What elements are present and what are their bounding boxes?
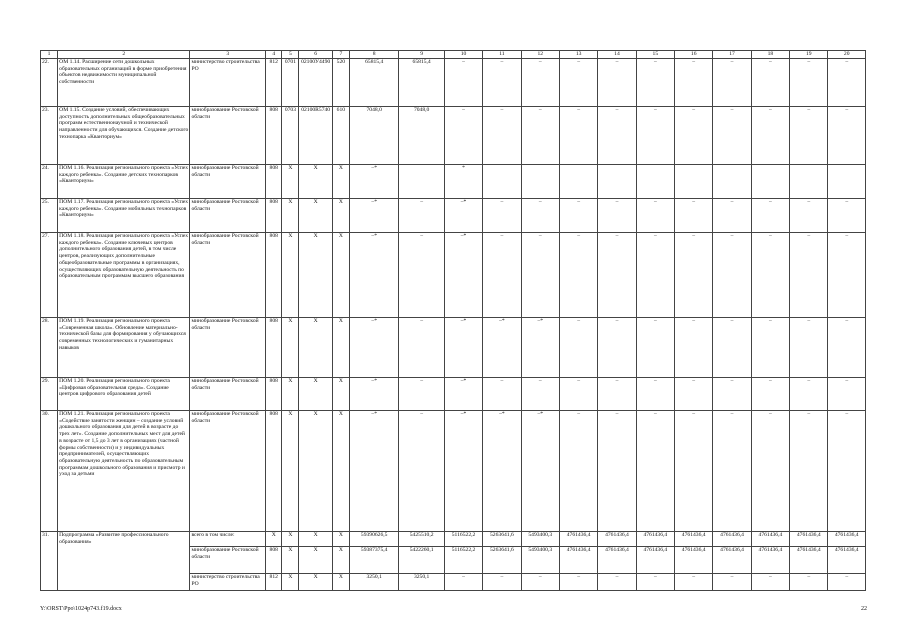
year-amount: – — [751, 318, 789, 378]
measure-name: ПОМ 1.21. Реализация регионального проекта «Содействие занятости женщин – создание условий дошкольного образования для детей в возрасте до трех лет». Создание дополнительных мест для детей в возрасте от 1,5 до 3 лет в организациях (частной формы собственности) и у индивидуальных предпринимателей, осуществляющих образовательную деятельность по образовательным программам дошкольного образования и присмотр и уход за детьми — [58, 411, 190, 532]
table-row — [41, 318, 866, 378]
total-amount: –* — [349, 318, 398, 378]
year-amount: – — [636, 318, 674, 378]
year-amount: – — [751, 59, 789, 107]
total-amount: –* — [349, 165, 398, 199]
budget-code: Х — [332, 199, 349, 233]
year-amount: – — [444, 574, 482, 591]
year-amount: – — [598, 233, 636, 318]
page-number: 22 — [861, 606, 867, 612]
column-number: 4 — [266, 51, 282, 59]
budget-code: Х — [282, 233, 299, 318]
year-amount: 5263641,6 — [483, 547, 521, 574]
budget-code: 812 — [266, 574, 282, 591]
year-amount: – — [790, 199, 828, 233]
row-number: 30. — [41, 411, 58, 532]
row-number: 28. — [41, 318, 58, 378]
year-amount: – — [751, 378, 789, 411]
budget-code: Х — [332, 165, 349, 199]
year-amount: –* — [444, 411, 482, 532]
year-amount: – — [828, 59, 866, 107]
year-amount: 7048,0 — [399, 107, 444, 165]
year-amount: – — [483, 574, 521, 591]
year-amount: – — [559, 233, 597, 318]
year-amount: 4761436,4 — [751, 532, 789, 547]
year-amount: – — [598, 378, 636, 411]
year-amount: 4761436,4 — [713, 532, 751, 547]
budget-code: Х — [282, 318, 299, 378]
year-amount: – — [559, 107, 597, 165]
budget-code: 0701 — [282, 59, 299, 107]
year-amount: – — [751, 574, 789, 591]
year-amount — [559, 165, 597, 199]
measure-name: ПОМ 1.20. Реализация регионального проекта «Цифровая образовательная среда». Создание центров цифрового образования детей — [58, 378, 190, 411]
total-amount: –* — [349, 411, 398, 532]
year-amount: – — [790, 107, 828, 165]
year-amount: 5425510,2 — [399, 532, 444, 547]
year-amount: – — [559, 199, 597, 233]
budget-code: Х — [332, 532, 349, 547]
year-amount: 4761436,4 — [636, 532, 674, 547]
row-number: 22. — [41, 59, 58, 107]
budget-code: Х — [282, 199, 299, 233]
executor: министерство строительства РО — [190, 59, 266, 107]
year-amount: – — [521, 199, 559, 233]
row-number: 23. — [41, 107, 58, 165]
year-amount: – — [483, 378, 521, 411]
budget-code: Х — [332, 233, 349, 318]
column-number: 17 — [713, 51, 751, 59]
year-amount — [399, 165, 444, 199]
footer-filepath: Y:\ORST\Ppo\1024p743.f19.docx — [40, 606, 122, 612]
year-amount: – — [636, 199, 674, 233]
year-amount: – — [483, 233, 521, 318]
year-amount — [598, 165, 636, 199]
executor: минобразование Ростовской области — [190, 107, 266, 165]
measure-name: ОМ 1.15. Создание условий, обеспечивающих доступность дополнительных общеобразовательных программ естественнонаучной и технической направленности для обучающихся. Создание детского технопарка «Кванториум» — [58, 107, 190, 165]
year-amount: – — [790, 318, 828, 378]
year-amount: – — [636, 233, 674, 318]
measure-name: ПОМ 1.16. Реализация регионального проекта «Успех каждого ребенка». Создание детских технопарков «Кванториум» — [58, 165, 190, 199]
year-amount: –* — [444, 318, 482, 378]
column-number: 13 — [559, 51, 597, 59]
table-row — [41, 199, 866, 233]
budget-code: 02100У4490 — [299, 59, 332, 107]
budget-code: Х — [299, 574, 332, 591]
row-number: 25. — [41, 199, 58, 233]
year-amount: 65815,4 — [399, 59, 444, 107]
year-amount: – — [713, 318, 751, 378]
row-number: 29. — [41, 378, 58, 411]
column-number: 11 — [483, 51, 521, 59]
year-amount: – — [675, 378, 713, 411]
total-amount: –* — [349, 233, 398, 318]
total-amount: 3250,1 — [349, 574, 398, 591]
column-number: 6 — [299, 51, 332, 59]
executor: минобразование Ростовской области — [190, 547, 266, 574]
year-amount: – — [790, 378, 828, 411]
measure-name: ПОМ 1.19. Реализация регионального проекта «Современная школа». Обновление материально-технической базы для формирования у обучающихся современных технологических и гуманитарных навыков — [58, 318, 190, 378]
year-amount: – — [713, 59, 751, 107]
year-amount: – — [790, 574, 828, 591]
executor: минобразование Ростовской области — [190, 165, 266, 199]
year-amount: –* — [521, 318, 559, 378]
year-amount: 4761436,4 — [675, 532, 713, 547]
column-number: 14 — [598, 51, 636, 59]
year-amount — [828, 165, 866, 199]
year-amount: – — [828, 199, 866, 233]
total-amount: –* — [349, 378, 398, 411]
budget-code: 808 — [266, 199, 282, 233]
column-number: 2 — [58, 51, 190, 59]
budget-code: Х — [332, 547, 349, 574]
year-amount: –* — [521, 411, 559, 532]
column-number: 20 — [828, 51, 866, 59]
budget-code: 808 — [266, 107, 282, 165]
row-number: 24. — [41, 165, 58, 199]
year-amount: – — [598, 574, 636, 591]
year-amount: * — [444, 165, 482, 199]
year-amount: – — [636, 574, 674, 591]
year-amount: – — [751, 233, 789, 318]
budget-code: Х — [299, 547, 332, 574]
year-amount: 4761436,4 — [598, 532, 636, 547]
year-amount: – — [598, 411, 636, 532]
measure-name: ПОМ 1.18. Реализация регионального проекта «Успех каждого ребенка». Создание ключевых центров дополнительного образования детей, в том числе центров, реализующих дополнительные общеобразовательные программы в организациях, осуществляющих образовательную деятельность по образовательным программам высшего образования — [58, 233, 190, 318]
year-amount: 4761436,4 — [675, 547, 713, 574]
column-number: 15 — [636, 51, 674, 59]
year-amount: – — [751, 199, 789, 233]
year-amount: 4761436,4 — [636, 547, 674, 574]
executor: минобразование Ростовской области — [190, 378, 266, 411]
year-amount: 4761436,4 — [790, 547, 828, 574]
budget-code: Х — [299, 165, 332, 199]
year-amount: 5493400,3 — [521, 547, 559, 574]
table-row — [41, 233, 866, 318]
year-amount: 5116522,2 — [444, 532, 482, 547]
year-amount: – — [828, 411, 866, 532]
budget-code: 812 — [266, 59, 282, 107]
column-number: 9 — [399, 51, 444, 59]
year-amount: – — [598, 199, 636, 233]
table-row — [41, 59, 866, 107]
year-amount: – — [790, 59, 828, 107]
year-amount — [521, 165, 559, 199]
subprogram-name: Подпрограмма «Развитие профессионального образования» — [58, 532, 190, 591]
column-number: 10 — [444, 51, 482, 59]
column-number: 12 — [521, 51, 559, 59]
year-amount: – — [828, 574, 866, 591]
year-amount: – — [598, 59, 636, 107]
year-amount: – — [399, 233, 444, 318]
budget-code: 610 — [332, 107, 349, 165]
year-amount — [713, 165, 751, 199]
year-amount: 5422260,1 — [399, 547, 444, 574]
year-amount: – — [713, 411, 751, 532]
column-number: 16 — [675, 51, 713, 59]
budget-code: 808 — [266, 165, 282, 199]
budget-code: Х — [282, 378, 299, 411]
year-amount: – — [521, 574, 559, 591]
year-amount: – — [559, 318, 597, 378]
program-table — [40, 50, 866, 591]
budget-code: Х — [299, 532, 332, 547]
total-amount: 7048,0 — [349, 107, 398, 165]
year-amount: – — [483, 107, 521, 165]
budget-code: 0703 — [282, 107, 299, 165]
year-amount: – — [675, 318, 713, 378]
year-amount: – — [483, 59, 521, 107]
year-amount: 4761436,4 — [713, 547, 751, 574]
year-amount: – — [751, 107, 789, 165]
year-amount: – — [444, 59, 482, 107]
year-amount — [675, 165, 713, 199]
budget-code: Х — [282, 165, 299, 199]
year-amount: – — [444, 107, 482, 165]
year-amount: – — [675, 199, 713, 233]
budget-code: Х — [332, 574, 349, 591]
executor: минобразование Ростовской области — [190, 318, 266, 378]
year-amount: – — [598, 107, 636, 165]
year-amount: – — [559, 59, 597, 107]
year-amount: –* — [483, 411, 521, 532]
budget-code: Х — [299, 199, 332, 233]
budget-code: Х — [282, 574, 299, 591]
year-amount: 5116522,2 — [444, 547, 482, 574]
executor: министерство строительства РО — [190, 574, 266, 591]
budget-code: 808 — [266, 318, 282, 378]
budget-code: Х — [299, 411, 332, 532]
year-amount: – — [483, 199, 521, 233]
year-amount: –* — [444, 233, 482, 318]
year-amount: – — [713, 107, 751, 165]
table-row — [41, 411, 866, 532]
column-number: 8 — [349, 51, 398, 59]
year-amount: – — [675, 411, 713, 532]
year-amount — [636, 165, 674, 199]
year-amount: – — [675, 233, 713, 318]
year-amount: – — [790, 233, 828, 318]
measure-name: ПОМ 1.17. Реализация регионального проекта «Успех каждого ребенка». Создание мобильных технопарков «Кванториум» — [58, 199, 190, 233]
column-number: 18 — [751, 51, 789, 59]
executor: минобразование Ростовской области — [190, 199, 266, 233]
executor: минобразование Ростовской области — [190, 233, 266, 318]
year-amount: 4761436,4 — [559, 547, 597, 574]
column-number: 7 — [332, 51, 349, 59]
year-amount: – — [828, 318, 866, 378]
budget-code: Х — [266, 532, 282, 547]
year-amount: – — [521, 107, 559, 165]
row-number: 27. — [41, 233, 58, 318]
budget-code: 02100R5740 — [299, 107, 332, 165]
table-row — [41, 107, 866, 165]
executor: минобразование Ростовской области — [190, 411, 266, 532]
table-row — [41, 165, 866, 199]
budget-code: 808 — [266, 233, 282, 318]
total-amount: 59387375,4 — [349, 547, 398, 574]
column-number: 5 — [282, 51, 299, 59]
total-amount: 65815,4 — [349, 59, 398, 107]
year-amount: – — [675, 574, 713, 591]
year-amount: 4761436,4 — [828, 547, 866, 574]
column-number: 19 — [790, 51, 828, 59]
column-number: 1 — [41, 51, 58, 59]
year-amount: 4761436,4 — [559, 532, 597, 547]
budget-code: 808 — [266, 378, 282, 411]
budget-code: Х — [332, 378, 349, 411]
year-amount: 5263641,6 — [483, 532, 521, 547]
year-amount: – — [675, 59, 713, 107]
year-amount: 5493400,3 — [521, 532, 559, 547]
year-amount: – — [636, 59, 674, 107]
year-amount: –* — [444, 199, 482, 233]
budget-code: 808 — [266, 547, 282, 574]
year-amount: –* — [444, 378, 482, 411]
year-amount: 3250,1 — [399, 574, 444, 591]
year-amount: – — [636, 411, 674, 532]
budget-code: Х — [332, 318, 349, 378]
year-amount: – — [559, 574, 597, 591]
budget-code: Х — [299, 378, 332, 411]
year-amount: – — [828, 107, 866, 165]
year-amount: – — [559, 378, 597, 411]
year-amount: – — [399, 199, 444, 233]
budget-code: Х — [299, 233, 332, 318]
table-row — [41, 378, 866, 411]
year-amount: –* — [483, 318, 521, 378]
year-amount: – — [675, 107, 713, 165]
measure-name: ОМ 1.14. Расширение сети дошкольных образовательных организаций в форме приобретения объектов недвижимости муниципальной собственности — [58, 59, 190, 107]
year-amount: – — [713, 199, 751, 233]
year-amount: 4761436,4 — [790, 532, 828, 547]
year-amount: – — [751, 411, 789, 532]
budget-code: Х — [332, 411, 349, 532]
year-amount: – — [713, 233, 751, 318]
year-amount: – — [399, 411, 444, 532]
column-number: 3 — [190, 51, 266, 59]
budget-code: Х — [282, 532, 299, 547]
year-amount: – — [521, 233, 559, 318]
year-amount — [483, 165, 521, 199]
year-amount: 4761436,4 — [828, 532, 866, 547]
year-amount: – — [828, 233, 866, 318]
budget-code: 520 — [332, 59, 349, 107]
year-amount: – — [636, 107, 674, 165]
year-amount: – — [713, 378, 751, 411]
year-amount: – — [713, 574, 751, 591]
executor: всего в том числе: — [190, 532, 266, 547]
year-amount: 4761436,4 — [751, 547, 789, 574]
year-amount: – — [521, 59, 559, 107]
row-number: 31. — [41, 532, 58, 591]
column-number-header — [41, 51, 866, 59]
year-amount: – — [636, 378, 674, 411]
budget-code: Х — [282, 411, 299, 532]
budget-code: Х — [299, 318, 332, 378]
year-amount: – — [399, 318, 444, 378]
budget-code: 808 — [266, 411, 282, 532]
year-amount: – — [598, 318, 636, 378]
year-amount: – — [399, 378, 444, 411]
year-amount: – — [790, 411, 828, 532]
year-amount — [790, 165, 828, 199]
year-amount: – — [559, 411, 597, 532]
total-amount: 59390626,5 — [349, 532, 398, 547]
year-amount: – — [828, 378, 866, 411]
year-amount — [751, 165, 789, 199]
total-amount: –* — [349, 199, 398, 233]
subprogram-row — [41, 532, 866, 547]
budget-code: Х — [282, 547, 299, 574]
year-amount: 4761436,4 — [598, 547, 636, 574]
year-amount: – — [521, 378, 559, 411]
